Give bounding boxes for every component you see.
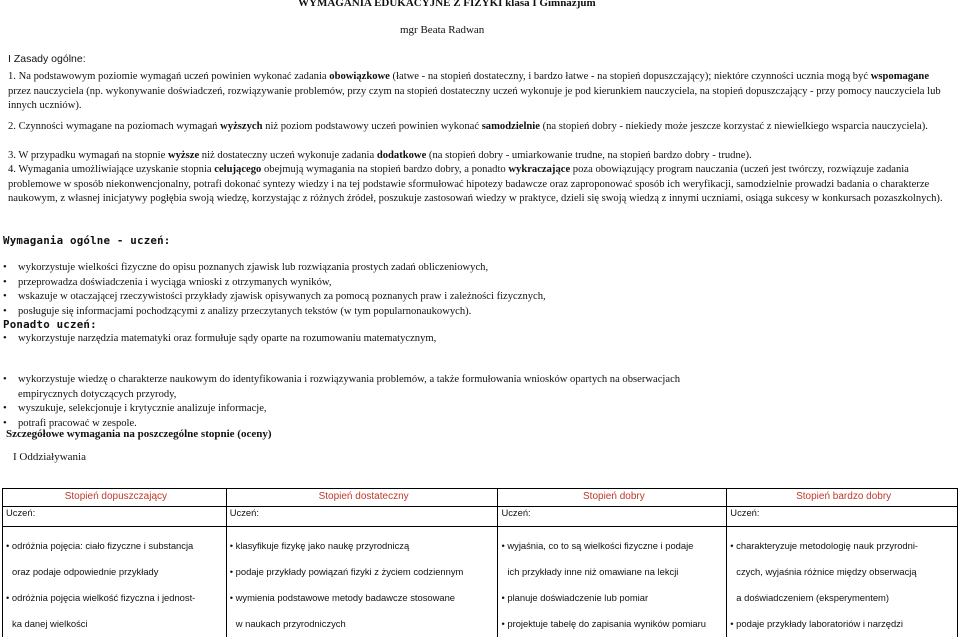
grades-table bbox=[2, 488, 958, 637]
table-cell-line: • charakteryzuje metodologię nauk przyrodni- bbox=[730, 540, 919, 551]
student-label: Uczeń: bbox=[226, 507, 498, 527]
table-cell-line: • odróżnia pojęcia: ciało fizyczne i substancja bbox=[6, 540, 194, 551]
column-satisfactory bbox=[226, 527, 498, 638]
extra-requirements-list bbox=[3, 373, 683, 431]
list-item: • wykorzystuje narzędzia matematyki oraz formułuje sądy oparte na rozumowaniu matematycznym, bbox=[3, 332, 436, 347]
column-sufficient bbox=[3, 527, 227, 638]
header-grade-satisfactory: Stopień dostateczny bbox=[226, 489, 498, 507]
document-title: WYMAGANIA EDUKACYJNE Z FIZYKI klasa I Gimnazjum bbox=[298, 0, 596, 9]
student-label: Uczeń: bbox=[498, 507, 727, 527]
header-grade-good: Stopień dobry bbox=[498, 489, 727, 507]
list-item: • wykorzystuje wiedzę o charakterze naukowym do identyfikowania i rozwiązywania problemów, a także formułowania wniosków opartych na obserwacjach empirycznych dotyczących przyrody, bbox=[3, 373, 683, 402]
column-very-good bbox=[727, 527, 958, 638]
student-label: Uczeń: bbox=[3, 507, 227, 527]
rule-paragraph-4: 4. Wymagania umożliwiające uzyskanie stopnia celującego obejmują wymagania na stopień bardzo dobry, a ponadto wykraczające poza obowiązujący program nauczania (uczeń jest twórczy, rozwiązuje zadania problemowe w sposób niekonwencjonalny, potrafi dokonać syntezy wiedzy i na tej podstawie sformułować hipotezy badawcze oraz zaproponować sposób ich weryfikacji, samodzielnie prowadzi badania o charakterze naukowym, z własnej inicjatywy pogłębia swoją wiedzę, korzystając z różnych źródeł, poszukuje zastosowań wiedzy w praktyce, dzieli się swoją wiedzą z innymi uczniami, osiąga sukcesy w konkursach pozaszkolnych). bbox=[8, 164, 943, 205]
table-cell-line: czych, wyjaśnia różnice między obserwacją bbox=[736, 566, 917, 577]
list-item: • wskazuje w otaczającej rzeczywistości przykłady zjawisk opisywanych za pomocą poznanych praw i zależności fizycznych, bbox=[3, 290, 546, 305]
header-grade-very-good: Stopień bardzo dobry bbox=[727, 489, 958, 507]
list-item: • potrafi pracować w zespole. bbox=[3, 417, 683, 432]
general-requirements-list bbox=[3, 261, 546, 319]
table-cell-line: ka danej wielkości bbox=[12, 618, 88, 629]
author: mgr Beata Radwan bbox=[400, 24, 485, 36]
table-cell-line: oraz podaje odpowiednie przykłady bbox=[12, 566, 159, 577]
table-header-row bbox=[3, 489, 958, 507]
table-row-content bbox=[3, 527, 958, 638]
rule-paragraph-3: 3. W przypadku wymagań na stopnie wyższe niż dostateczny uczeń wykonuje zadania dodatkowe (na stopień dobry - umiarkowanie trudne, na stopień bardzo dobry - trudne). bbox=[8, 150, 752, 161]
table-cell-line: ich przykłady inne niż omawiane na lekcji bbox=[507, 566, 679, 577]
table-cell-line: • podaje przykłady laboratoriów i narzędzi bbox=[730, 618, 903, 629]
list-item: • przeprowadza doświadczenia i wyciąga wnioski z otrzymanych wyników, bbox=[3, 276, 546, 291]
section-heading-general-rules: I Zasady ogólne: bbox=[8, 53, 86, 65]
moreover-heading: Ponadto uczeń: bbox=[3, 318, 97, 331]
list-item: • posługuje się informacjami pochodzącymi z analizy przeczytanych tekstów (w tym popularnonaukowych). bbox=[3, 305, 546, 320]
column-good bbox=[498, 527, 727, 638]
student-label: Uczeń: bbox=[727, 507, 958, 527]
moreover-list bbox=[3, 332, 436, 347]
rule-paragraph-2: 2. Czynności wymagane na poziomach wymagań wyższych niż poziom podstawowy uczeń powinien wykonać samodzielnie (na stopień dobry - niekiedy może jeszcze korzystać z niewielkiego wsparcia nauczyciela). bbox=[8, 121, 928, 132]
detailed-requirements-heading: Szczegółowe wymagania na poszczególne stopnie (oceny) bbox=[6, 428, 272, 440]
table-cell-line: • podaje przykłady powiązań fizyki z życiem codziennym bbox=[229, 566, 464, 577]
table-cell-line: • wymienia podstawowe metody badawcze stosowane bbox=[229, 592, 456, 603]
table-cell-line: • klasyfikuje fizykę jako naukę przyrodniczą bbox=[229, 540, 410, 551]
header-grade-sufficient: Stopień dopuszczający bbox=[3, 489, 227, 507]
table-cell-line: w naukach przyrodniczych bbox=[235, 618, 346, 629]
table-cell-line: • planuje doświadczenie lub pomiar bbox=[501, 592, 649, 603]
chapter-title: I Oddziaływania bbox=[13, 451, 86, 463]
table-cell-line: • wyjaśnia, co to są wielkości fizyczne i podaje bbox=[501, 540, 694, 551]
rule-paragraph-1: 1. Na podstawowym poziomie wymagań uczeń powinien wykonać zadania obowiązkowe (łatwe - na stopień dostateczny, i bardzo łatwe - na stopień dopuszczający); niektóre czynności ucznia mogą być wspomagane przez nauczyciela (np. wykonywanie doświadczeń, rozwiązywanie problemów, przy czym na stopień dostateczny uczeń wykonuje je pod kierunkiem nauczyciela, na stopień dopuszczający - przy pomocy nauczyciela lub innych uczniów). bbox=[8, 71, 941, 112]
general-requirements-heading: Wymagania ogólne - uczeń: bbox=[3, 234, 171, 247]
table-cell-line: • odróżnia pojęcia wielkość fizyczna i jednost- bbox=[6, 592, 196, 603]
table-row-student bbox=[3, 507, 958, 527]
table-cell-line: • projektuje tabelę do zapisania wyników pomiaru bbox=[501, 618, 706, 629]
list-item: • wykorzystuje wielkości fizyczne do opisu poznanych zjawisk lub rozwiązania prostych zadań obliczeniowych, bbox=[3, 261, 546, 276]
list-item: • wyszukuje, selekcjonuje i krytycznie analizuje informacje, bbox=[3, 402, 683, 417]
table-cell-line: a doświadczeniem (eksperymentem) bbox=[736, 592, 889, 603]
